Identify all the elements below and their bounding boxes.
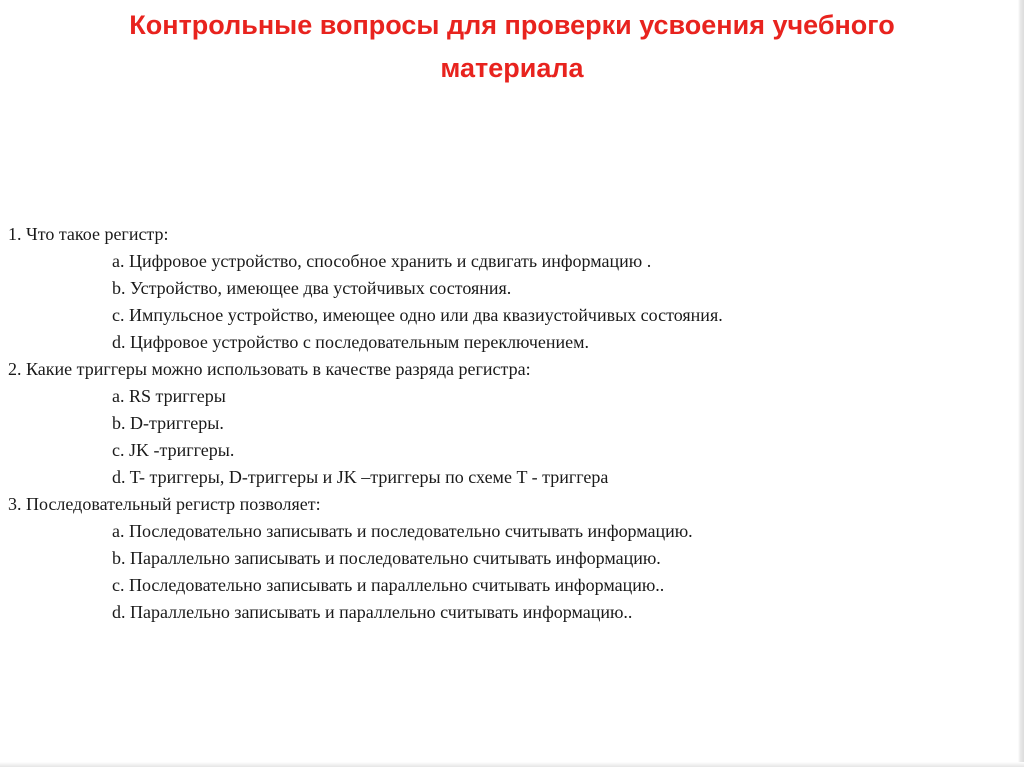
slide-title: Контрольные вопросы для проверки усвоения учебного материала — [129, 10, 895, 83]
answer-option-c: c. JK -триггеры. — [112, 440, 235, 460]
answer-option-a: a. Цифровое устройство, способное хранить и сдвигать информацию . — [112, 251, 652, 271]
answer-option-b: b. D-триггеры. — [112, 413, 224, 433]
slide-right-edge-shadow — [1018, 0, 1024, 767]
question-3 — [8, 491, 998, 626]
answer-option-b: b. Устройство, имеющее два устойчивых состояния. — [112, 278, 512, 298]
question-list — [8, 221, 998, 626]
answer-option-b: b. Параллельно записывать и последовательно считывать информацию. — [112, 548, 661, 568]
question-text: 3. Последовательный регистр позволяет: — [8, 494, 321, 514]
answer-option-c: c. Последовательно записывать и параллельно считывать информацию.. — [112, 575, 665, 595]
answer-option-d: d. Цифровое устройство с последовательным переключением. — [112, 332, 590, 352]
slide-bottom-edge-shadow — [0, 762, 1024, 767]
question-text: 1. Что такое регистр: — [8, 224, 169, 244]
answer-option-a: a. Последовательно записывать и последовательно считывать информацию. — [112, 521, 693, 541]
answer-option-a: a. RS триггеры — [112, 386, 226, 406]
answer-option-d: d. Параллельно записывать и параллельно считывать информацию.. — [112, 602, 633, 622]
answer-option-d: d. T- триггеры, D-триггеры и JK –триггеры по схеме T - триггера — [112, 467, 609, 487]
answer-option-c: c. Импульсное устройство, имеющее одно или два квазиустойчивых состояния. — [112, 305, 723, 325]
question-1 — [8, 221, 998, 356]
question-2 — [8, 356, 998, 491]
question-text: 2. Какие триггеры можно использовать в качестве разряда регистра: — [8, 359, 531, 379]
